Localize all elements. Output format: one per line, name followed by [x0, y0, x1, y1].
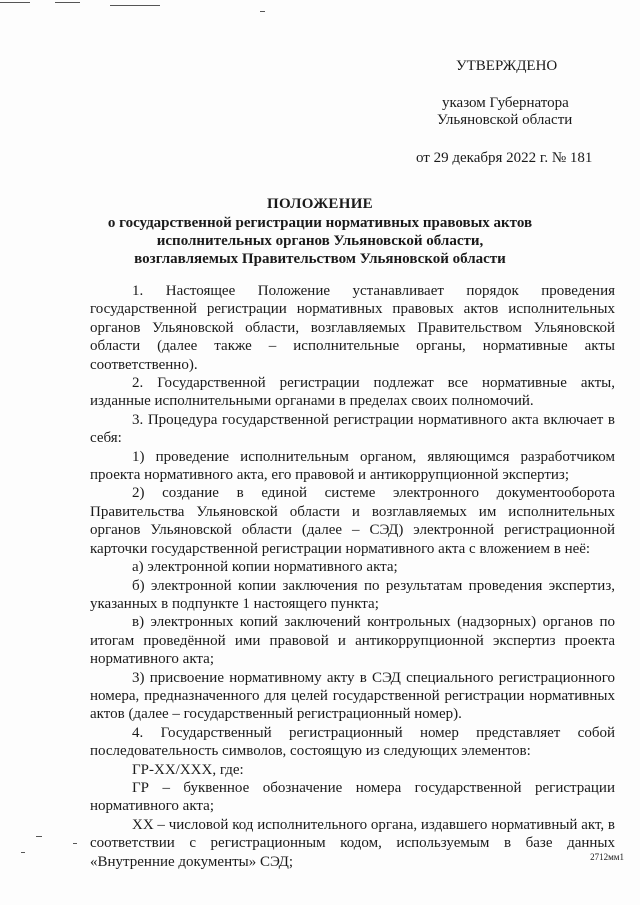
paragraph: 2. Государственной регистрации подлежат все нормативные акты, изданные исполнительными органами в пределах своих полномочий. — [90, 375, 615, 410]
document-subtitle: исполнительных органов Ульяновской области, — [156, 233, 484, 249]
paragraph: в) электронных копий заключений контрольных (надзорных) органов по итогам проведённой ими правовой и антикоррупционной экспертиз проекта нормативного акта; — [90, 614, 615, 668]
paragraph: 3) присвоение нормативному акту в СЭД специального регистрационного номера, предназначенного для целей государственной регистрации нормативных актов (далее – государственный регистрационный номер). — [90, 669, 615, 723]
scan-artifact-top — [0, 2, 30, 3]
paragraph: 4. Государственный регистрационный номер представляет собой последовательность символов, состоящую из следующих элементов: — [90, 724, 615, 760]
decree-date: от 29 декабря 2022 г. № 181 — [416, 150, 593, 166]
decree-line: указом Губернатора — [442, 95, 569, 111]
document-code: 2712мм1 — [590, 852, 624, 862]
document-body — [90, 282, 615, 871]
paragraph: 3. Процедура государственной регистрации нормативного акта включает в себя: — [90, 411, 615, 447]
paragraph: ГР – буквенное обозначение номера государственной регистрации нормативного акта; — [90, 779, 615, 815]
paragraph: 1. Настоящее Положение устанавливает порядок проведения государственной регистрации нормативных правовых актов исполнительных органов Ульяновской области, возглавляемых Правительством Ульяновской области (далее также – исполнительные органы, нормативные акты соответственно). — [90, 283, 615, 373]
paragraph: б) электронной копии заключения по результатам проведения экспертиз, указанных в подпункте 1 настоящего пункта; — [90, 577, 615, 612]
scan-artifact-left — [21, 852, 25, 853]
scan-artifact-left — [73, 843, 77, 844]
paragraph: 1) проведение исполнительным органом, являющимся разработчиком проекта нормативного акта, его правовой и антикоррупционной экспертиз; — [90, 448, 615, 484]
paragraph: 2) создание в единой системе электронного документооборота Правительства Ульяновской области и возглавляемых им исполнительных органов Ульяновской области (далее – СЭД) электронной регистрационной карточки государственной регистрации нормативного акта с вложением в неё: — [90, 485, 615, 557]
paragraph: а) электронной копии нормативного акта; — [132, 559, 398, 576]
scan-artifact-top — [260, 11, 265, 12]
document-subtitle: о государственной регистрации нормативных правовых актов — [107, 215, 533, 231]
scan-artifact-top — [110, 5, 160, 6]
document-subtitle: возглавляемых Правительством Ульяновской области — [134, 251, 506, 267]
scan-artifact-top — [55, 2, 80, 3]
decree-line: Ульяновской области — [437, 112, 573, 128]
scan-artifact-left — [36, 836, 42, 837]
paragraph: ГР-ХХ/ХХХ, где: — [132, 761, 244, 778]
document-title: ПОЛОЖЕНИЕ — [267, 196, 373, 212]
paragraph: ХХ – числовой код исполнительного органа, издавшего нормативный акт, в соответствии с регистрационным кодом, используемым в базе данных «Внутренние документы» СЭД; — [90, 816, 615, 870]
approval-stamp: УТВЕРЖДЕНО — [456, 58, 558, 74]
